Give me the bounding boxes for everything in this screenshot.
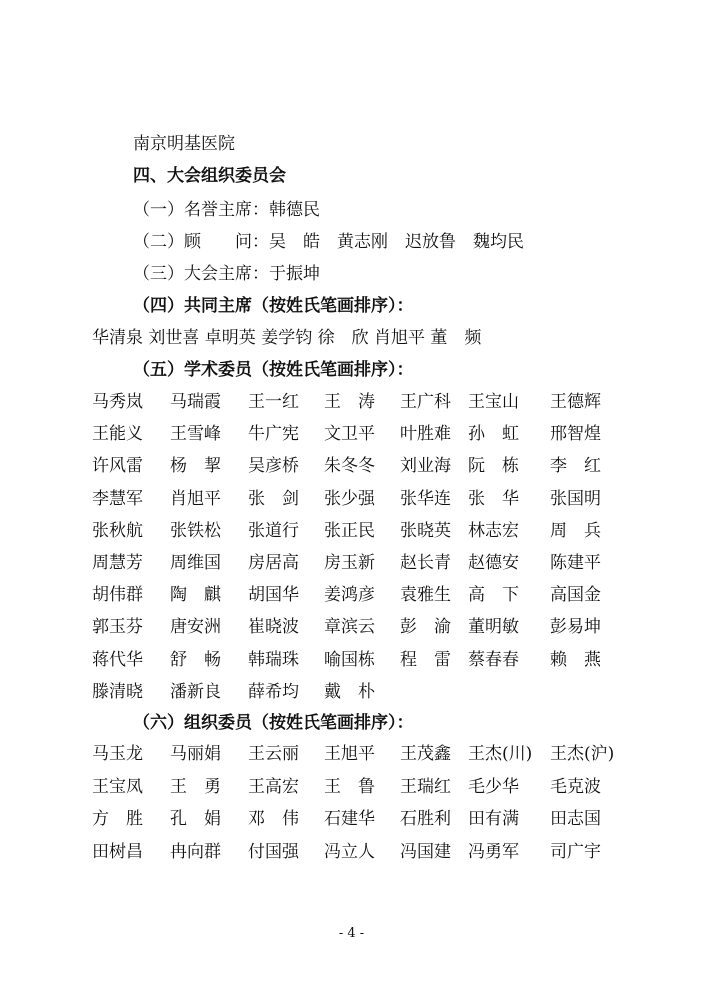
member-name: 王 勇 bbox=[170, 776, 221, 797]
member-name: 毛少华 bbox=[468, 776, 519, 797]
member-name: 王广科 bbox=[400, 392, 451, 412]
member-name: 房玉新 bbox=[324, 553, 375, 573]
member-name: 田树昌 bbox=[92, 841, 143, 862]
member-name: 胡伟群 bbox=[92, 585, 143, 606]
member-name: 肖旭平 bbox=[170, 488, 221, 509]
member-name: 王德辉 bbox=[550, 392, 601, 412]
member-name: 房居高 bbox=[248, 553, 299, 573]
member-name: 潘新良 bbox=[170, 681, 221, 702]
member-name: 张少强 bbox=[324, 488, 375, 509]
member-name: 石建华 bbox=[324, 809, 375, 829]
member-name: 喻国栋 bbox=[324, 649, 375, 670]
member-name: 王杰(沪) bbox=[550, 744, 615, 764]
member-name: 王杰(川) bbox=[468, 744, 533, 764]
member-name: 冯立人 bbox=[324, 841, 375, 862]
member-name: 陶 麒 bbox=[170, 585, 221, 606]
member-name: 王能义 bbox=[92, 424, 143, 445]
member-name: 张秋航 bbox=[92, 520, 143, 541]
advisors-line: （二）顾 问：吴 皓 黄志刚 迟放鲁 魏均民 bbox=[133, 232, 524, 252]
member-name: 张道行 bbox=[248, 520, 299, 541]
member-name: 彭 渝 bbox=[400, 617, 451, 638]
member-name: 李慧军 bbox=[92, 488, 143, 509]
member-name: 蔡春春 bbox=[468, 649, 519, 670]
member-name: 刘业海 bbox=[400, 456, 451, 477]
member-name: 周慧芳 bbox=[92, 553, 143, 573]
member-name: 陈建平 bbox=[550, 553, 601, 573]
member-name: 戴 朴 bbox=[324, 681, 375, 702]
member-name: 张晓英 bbox=[400, 520, 451, 541]
member-name: 王 涛 bbox=[324, 392, 375, 412]
member-name: 唐安洲 bbox=[170, 617, 221, 638]
member-name: 吴彦桥 bbox=[248, 456, 299, 477]
member-name: 张铁松 bbox=[170, 520, 221, 541]
member-name: 孔 娟 bbox=[170, 809, 221, 829]
member-name: 姜鸿彦 bbox=[324, 585, 375, 606]
member-name: 程 雷 bbox=[400, 649, 451, 670]
member-name: 付国强 bbox=[248, 841, 299, 862]
member-name: 韩瑞珠 bbox=[248, 649, 299, 670]
honorary-chair-line: （一）名誉主席：韩德民 bbox=[133, 200, 320, 220]
member-name: 王一红 bbox=[248, 392, 299, 412]
member-name: 杨 挈 bbox=[170, 456, 221, 477]
member-name: 朱冬冬 bbox=[324, 456, 375, 477]
member-name: 邢智煌 bbox=[550, 424, 601, 445]
member-name: 董明敏 bbox=[468, 617, 519, 638]
member-name: 蒋代华 bbox=[92, 649, 143, 670]
member-name: 马丽娟 bbox=[170, 744, 221, 764]
page-number: - 4 - bbox=[338, 926, 365, 941]
member-name: 林志宏 bbox=[468, 520, 519, 541]
member-name: 李 红 bbox=[550, 456, 601, 477]
member-name: 马秀岚 bbox=[92, 392, 143, 412]
member-name: 赖 燕 bbox=[550, 649, 601, 670]
co-chairs-list: 华清泉 刘世喜 卓明英 姜学钧 徐 欣 肖旭平 董 频 bbox=[92, 328, 482, 348]
member-name: 薛希均 bbox=[248, 681, 299, 702]
member-name: 冉向群 bbox=[170, 841, 221, 862]
member-name: 司广宇 bbox=[550, 841, 601, 862]
member-name: 许风雷 bbox=[92, 456, 143, 477]
co-chairs-heading: （四）共同主席（按姓氏笔画排序）： bbox=[133, 296, 414, 316]
member-name: 王高宏 bbox=[248, 776, 299, 797]
member-name: 冯勇军 bbox=[468, 841, 519, 862]
member-name: 张 剑 bbox=[248, 488, 299, 509]
member-name: 章滨云 bbox=[324, 617, 375, 638]
member-name: 叶胜难 bbox=[400, 424, 451, 445]
member-name: 王宝山 bbox=[468, 392, 519, 412]
member-name: 周 兵 bbox=[550, 520, 601, 541]
member-name: 张国明 bbox=[550, 488, 601, 509]
section-heading: 四、大会组织委员会 bbox=[133, 166, 286, 186]
member-name: 滕清晓 bbox=[92, 681, 143, 702]
member-name: 王茂鑫 bbox=[400, 744, 451, 764]
member-name: 张 华 bbox=[468, 488, 519, 509]
member-name: 袁雅生 bbox=[400, 585, 451, 606]
member-name: 张正民 bbox=[324, 520, 375, 541]
member-name: 王宝凤 bbox=[92, 776, 143, 797]
member-name: 舒 畅 bbox=[170, 649, 221, 670]
member-name: 郭玉芬 bbox=[92, 617, 143, 638]
member-name: 崔晓波 bbox=[248, 617, 299, 638]
conference-chair-line: （三）大会主席：于振坤 bbox=[133, 264, 320, 284]
member-name: 田有满 bbox=[468, 809, 519, 829]
member-name: 胡国华 bbox=[248, 585, 299, 606]
member-name: 牛广宪 bbox=[248, 424, 299, 445]
member-name: 王雪峰 bbox=[170, 424, 221, 445]
member-name: 张华连 bbox=[400, 488, 451, 509]
member-name: 文卫平 bbox=[324, 424, 375, 445]
member-name: 王瑞红 bbox=[400, 776, 451, 797]
member-name: 王旭平 bbox=[324, 744, 375, 764]
member-name: 马瑞霞 bbox=[170, 392, 221, 412]
member-name: 高 下 bbox=[468, 585, 519, 606]
member-name: 毛克波 bbox=[550, 776, 601, 797]
member-name: 冯国建 bbox=[400, 841, 451, 862]
member-name: 王云丽 bbox=[248, 744, 299, 764]
member-name: 赵德安 bbox=[468, 553, 519, 573]
member-name: 石胜利 bbox=[400, 809, 451, 829]
member-name: 邓 伟 bbox=[248, 809, 299, 829]
member-name: 彭易坤 bbox=[550, 617, 601, 638]
member-name: 田志国 bbox=[550, 809, 601, 829]
organizing-members-heading: （六）组织委员（按姓氏笔画排序）： bbox=[133, 713, 414, 733]
member-name: 方 胜 bbox=[92, 809, 143, 829]
member-name: 赵长青 bbox=[400, 553, 451, 573]
member-name: 孙 虹 bbox=[468, 424, 519, 445]
affiliation-line: 南京明基医院 bbox=[133, 134, 235, 154]
member-name: 高国金 bbox=[550, 585, 601, 606]
academic-members-heading: （五）学术委员（按姓氏笔画排序）： bbox=[133, 360, 414, 380]
member-name: 马玉龙 bbox=[92, 744, 143, 764]
member-name: 阮 栋 bbox=[468, 456, 519, 477]
member-name: 王 鲁 bbox=[324, 776, 375, 797]
member-name: 周维国 bbox=[170, 553, 221, 573]
